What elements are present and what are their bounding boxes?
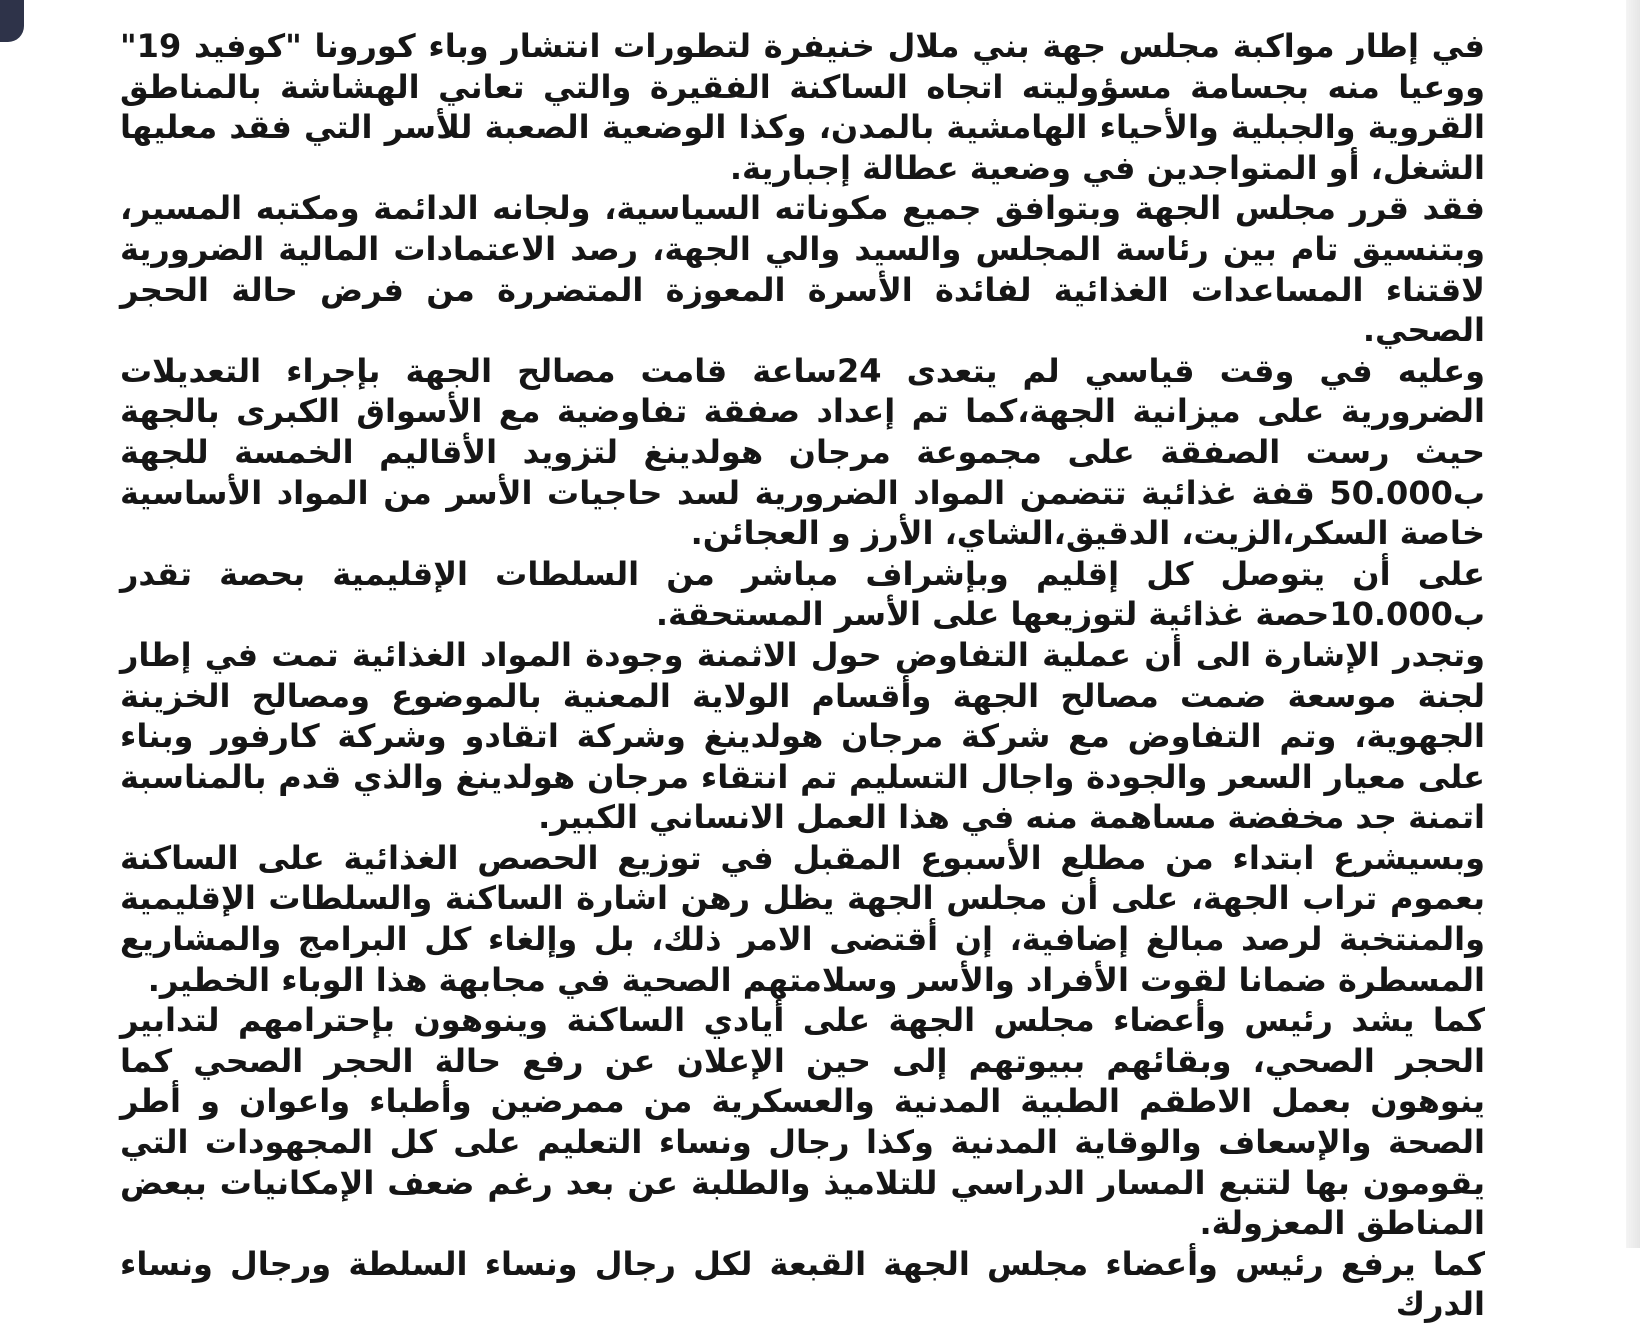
paragraph-intro: في إطار مواكبة مجلس جهة بني ملال خنيفرة لتطورات انتشار وباء كورونا "كوفيد 19" ووعيا منه بجسامة مسؤوليته اتجاه الساكنة الفقيرة والتي تعاني الهشاشة بالمناطق القروية والجبلية والأحياء الهامشية بالمدن، وكذا الوضعية الصعبة للأسر التي فقد معليها الشغل، أو المتواجدين في وضعية عطالة إجبارية. [120,27,1485,187]
page-right-edge [1626,0,1640,1248]
press-release-document [120,26,1486,1324]
paragraph-negotiation: وتجدر الإشارة الى أن عملية التفاوض حول الاثمنة وجودة المواد الغذائية تمت في إطار لجنة موسعة ضمت مصالح الجهة وأقسام الولاية المعنية بالموضوع ومصالح الخزينة الجهوية، وتم التفاوض مع شركة مرجان هولدينغ وشركة اتقادو وشركة كارفور وبناء على معيار السعر والجودة واجال التسليم تم انتقاء مرجان هولدينغ والذي قدم بالمناسبة اتمنة جد مخفضة مساهمة منه في هذا العمل الانساني الكبير. [120,635,1485,837]
paragraph-thanks: كما يشد رئيس وأعضاء مجلس الجهة على أيادي الساكنة وينوهون بإحترامهم لتدابير الحجر الصحي، وبقائهم ببيوتهم إلى حين الإعلان عن رفع حالة الحجر الصحي كما ينوهون بعمل الاطقم الطبية المدنية والعسكرية من ممرضين وأطباء واعوان و أطر الصحة والإسعاف والوقاية المدنية وكذا رجال ونساء التعليم على كل المجهودات التي يقومون بها لتتبع المسار الدراسي للتلاميذ والطلبة عن بعد رغم ضعف الإمكانيات ببعض المناطق المعزولة. [120,1001,1485,1243]
paragraph-distribution: وبسيشرع ابتداء من مطلع الأسبوع المقبل في توزيع الحصص الغذائية على الساكنة بعموم تراب الجهة، على أن مجلس الجهة يظل رهن اشارة الساكنة والسلطات الإقليمية والمنتخبة لرصد مبالغ إضافية، إن أقتضى الامر ذلك، بل وإلغاء كل البرامج والمشاريع المسطرة ضمانا لقوت الأفراد والأسر وسلامتهم الصحية في مجابهة هذا الوباء الخطير. [120,838,1485,999]
paragraph-closing: كما يرفع رئيس وأعضاء مجلس الجهة القبعة لكل رجال ونساء السلطة ورجال ونساء الدرك [120,1244,1485,1324]
paragraph-council-decision: فقد قرر مجلس الجهة وبتوافق جميع مكوناته السياسية، ولجانه الدائمة ومكتبه المسير، وبتنسيق تام بين رئاسة المجلس والسيد والي الجهة، رصد الاعتمادات المالية الضرورية لاقتناء المساعدات الغذائية لفائدة الأسرة المعوزة المتضررة من فرض حالة الحجر الصحي. [120,189,1485,350]
paragraph-province-share: على أن يتوصل كل إقليم وبإشراف مباشر من السلطات الإقليمية بحصة تقدر ب10.000حصة غذائية لتوزيعها على الأسر المستحقة. [120,554,1485,634]
paragraph-budget-deal: وعليه في وقت قياسي لم يتعدى 24ساعة قامت مصالح الجهة بإجراء التعديلات الضرورية على ميزانية الجهة،كما تم إعداد صفقة تفاوضية مع الأسواق الكبرى بالجهة حيث رست الصفقة على مجموعة مرجان هولدينغ لتزويد الأقاليم الخمسة للجهة ب50.000 قفة غذائية تتضمن المواد الضرورية لسد حاجيات الأسر من المواد الأساسية خاصة السكر،الزيت، الدقيق،الشاي، الأرز و العجائن. [120,351,1486,553]
window-corner-tab [0,0,24,42]
